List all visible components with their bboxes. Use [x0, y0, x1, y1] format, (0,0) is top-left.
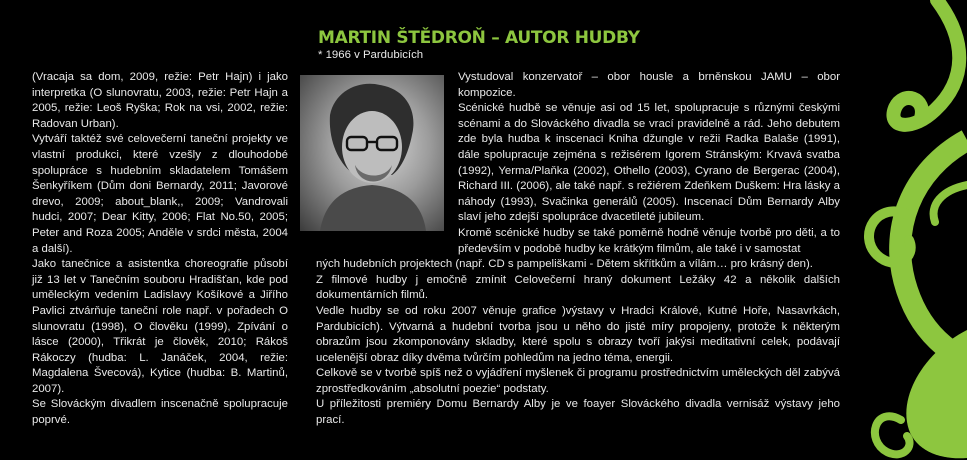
left-paragraph-3: Jako tanečnice a asistentka choreografie působí již 13 let v Tanečním souboru Hradišťan, kde pod uměleckým vedením Ladislavy Košíkové a Jiřího Pavlici ztvárňuje taneční role např. v pořadech O slunovratu (1998), O člověku (1999), Zpívání o lásce (2000), Třikrát je člověk, 2010; Rákoš Rákoczy (hudba: L. Janáček, 2004, režie: Magdalena Švecová), Kytice (hudba: B. Martinů, 2007).	[32, 258, 288, 395]
bio-paragraph-1: Vystudoval konzervatoř – obor housle a brněnskou JAMU – obor kompozice.	[458, 71, 840, 99]
page-title: MARTIN ŠTĚDROŇ – AUTOR HUDBY	[318, 28, 640, 48]
left-column-text	[32, 70, 288, 429]
left-paragraph-2: Vytváří taktéž své celovečerní taneční projekty ve vlastní produkci, které vzešly z dlouhodobé spolupráce s hudebním skladatelem Tomášem Šenkyříkem (Dům doni Bernardy, 2011; Javorové drevo, 2009; about_blank,, 2009; Vandrovali hudci, 2007; Dear Kitty, 2006; Flat No.50, 2005; Peter and Roza 2005; Anděle v srdci města, 2004 a další).	[32, 133, 288, 255]
bio-paragraph-5: Vedle hudby se od roku 2007 věnuje grafice )výstavy v Hradci Králové, Kutné Hoře, Nasavrkách, Pardubicích). Výtvarná a hudební tvorba jsou u něho do jisté míry propojeny, protože k některým obrazům jsou zkomponovány skladby, které spolu s obrazy tvoří jakýsi meditativní celek, podávají ucelenější obraz díky dvěma tvůrčím pohledům na jedno téma, energii.	[316, 304, 840, 364]
left-paragraph-1: (Vracaja sa dom, 2009, režie: Petr Hajn) i jako interpretka (O slunovratu, 2003, režie: Petr Hajn a 2005, režie: Leoš Ryška; Rok na vsi, 2002, režie: Radovan Urban).	[32, 71, 288, 130]
bio-paragraph-3b: ných hudebních projektech (např. CD s pampeliškami - Dětem skřítkům a vílám… pro krásný den).	[316, 258, 813, 271]
bio-text	[316, 70, 840, 429]
bio-paragraph-2: Scénické hudbě se věnuje asi od 15 let, spolupracuje s různými českými scénami a do Slováckého divadla se vrací pravidelně a rád. Jeho debutem zde byla hudba k inscenaci Kniha džungle v režii Radka Balaše (1991), dále spolupracuje zejména s režisérem Igorem Stránským: Krvavá svatba (1992), Yerma/Plaňka (2002), Othello (2003), Cyrano de Bergerac (2004), Richard III. (2006), ale také např. s režiérem Zdeňkem Duškem: Hra lásky a náhody (1993), Svačinka generálů (2005). Inscenací Dům Bernardy Alby slaví jeho zdejší spolupráce dvacetileté jubileum.	[458, 102, 840, 224]
left-paragraph-4: Se Slováckým divadlem inscenačně spolupracuje poprvé.	[32, 398, 288, 427]
bio-paragraph-7: U příležitosti premiéry Domu Bernardy Alby je ve foayer Slováckého divadla vernisáž výstavy jeho prací.	[316, 398, 840, 427]
portrait-photo	[300, 75, 444, 231]
bio-paragraph-3a: Kromě scénické hudby se také poměrně hodně věnuje tvorbě pro děti, a to především v podobě hudby ke krátkým filmům, ale také i v samostat	[458, 226, 840, 255]
portrait-illustration	[300, 75, 444, 231]
bio-paragraph-6: Celkově se v tvorbě spíš než o vyjádření myšlenek či programu prostřednictvím uměleckých děl zabývá zprostředkováním „absolutní poezie“ podstaty.	[316, 367, 840, 395]
bio-paragraph-4: Z filmové hudby j emočně zmínit Celovečerní hraný dokument Ležáky 42 a několik dalších dokumentárních filmů.	[316, 273, 840, 302]
birth-info: * 1966 v Pardubicích	[318, 49, 424, 61]
